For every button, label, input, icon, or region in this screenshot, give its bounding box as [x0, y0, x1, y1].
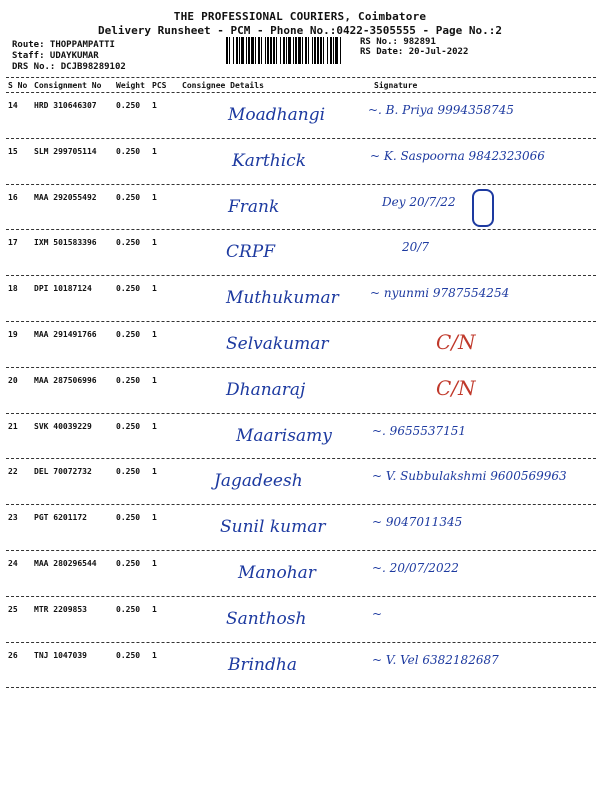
row-consignee-handwritten: CRPF — [226, 242, 276, 263]
row-signature-handwritten: Dey 20/7/22 — [382, 194, 456, 209]
row-weight: 0.250 — [116, 559, 141, 568]
row-pcs: 1 — [152, 559, 157, 568]
row-consignee-handwritten: Moadhangi — [228, 105, 326, 125]
row-pcs: 1 — [152, 146, 157, 156]
row-signature-handwritten: ~ V. Subbulakshmi 9600569963 — [372, 469, 567, 484]
row-sno: 22 — [8, 467, 18, 477]
row-pcs: 1 — [152, 513, 157, 523]
row-weight: 0.250 — [116, 375, 141, 385]
row-consignment-no: MAA 287506996 — [34, 375, 97, 385]
row-weight: 0.250 — [116, 146, 141, 156]
row-divider — [6, 229, 596, 230]
row-sno: 17 — [8, 238, 18, 248]
row-divider — [6, 596, 596, 597]
row-sno: 20 — [8, 375, 18, 385]
row-consignee-handwritten: Frank — [228, 196, 280, 217]
row-sno: 18 — [8, 284, 18, 294]
row-divider — [6, 687, 596, 688]
row-sno: 25 — [8, 604, 18, 614]
row-consignment-no: TNJ 1047039 — [34, 650, 87, 660]
column-weight: Weight — [116, 81, 145, 90]
row-consignee-handwritten: Muthukumar — [226, 288, 339, 309]
row-weight: 0.250 — [116, 650, 141, 660]
row-consignment-no: MAA 280296544 — [34, 559, 97, 568]
row-consignee-handwritten: Dhanaraj — [226, 379, 306, 400]
drs-number: DRS No.: DCJB98289102 — [12, 62, 126, 72]
row-consignment-no: MTR 2209853 — [34, 604, 87, 614]
rs-date: RS Date: 20-Jul-2022 — [360, 47, 469, 57]
row-divider — [6, 458, 596, 459]
row-sno: 23 — [8, 513, 18, 523]
rs-number: RS No.: 982891 — [360, 37, 436, 47]
row-weight: 0.250 — [116, 101, 141, 110]
row-weight: 0.250 — [116, 604, 141, 614]
row-pcs: 1 — [152, 604, 157, 614]
row-divider — [6, 367, 596, 368]
row-weight: 0.250 — [116, 421, 141, 431]
row-divider — [6, 413, 596, 414]
document-subtitle: Delivery Runsheet - PCM - Phone No.:0422-3505555 - Page No.:2 — [98, 24, 502, 37]
row-consignment-no: DEL 70072732 — [34, 467, 92, 477]
column-sno: S No — [8, 81, 28, 90]
row-weight: 0.250 — [116, 238, 141, 248]
column-signature: Signature — [374, 81, 418, 90]
row-divider — [6, 138, 596, 139]
column-pcs: PCS — [152, 81, 167, 90]
stamp-mark — [472, 189, 494, 227]
row-signature-handwritten: ~ nyunmi 9787554254 — [370, 286, 510, 301]
row-consignment-no: IXM 501583396 — [34, 238, 97, 248]
row-signature-handwritten: ~ K. Saspoorna 9842323066 — [370, 148, 545, 163]
row-consignment-no: MAA 292055492 — [34, 192, 97, 202]
row-consignee-handwritten: Sunil kumar — [220, 517, 326, 538]
row-signature-handwritten: C/N — [436, 330, 476, 354]
row-signature-handwritten: ~. 9655537151 — [372, 423, 467, 438]
staff-label: Staff: UDAYKUMAR — [12, 51, 99, 61]
row-sno: 24 — [8, 559, 18, 568]
row-divider — [6, 504, 596, 505]
row-consignee-handwritten: Santhosh — [226, 608, 307, 629]
row-divider — [6, 275, 596, 276]
row-consignee-handwritten: Manohar — [238, 563, 316, 583]
header-divider — [6, 77, 596, 78]
row-consignment-no: HRD 310646307 — [34, 101, 97, 110]
row-weight: 0.250 — [116, 513, 141, 523]
route-label: Route: THOPPAMPATTI — [12, 40, 115, 50]
barcode-image — [226, 37, 342, 64]
row-pcs: 1 — [152, 192, 157, 202]
row-consignment-no: SLM 299705114 — [34, 146, 97, 156]
row-sno: 19 — [8, 330, 18, 339]
row-consignment-no: SVK 40039229 — [34, 421, 92, 431]
row-sno: 16 — [8, 192, 18, 202]
row-consignment-no: PGT 6201172 — [34, 513, 87, 523]
row-weight: 0.250 — [116, 330, 141, 339]
row-divider — [6, 550, 596, 551]
row-pcs: 1 — [152, 330, 157, 339]
row-consignment-no: MAA 291491766 — [34, 330, 97, 339]
row-sno: 26 — [8, 650, 18, 660]
row-consignee-handwritten: Maarisamy — [236, 425, 332, 446]
row-signature-handwritten: ~ — [372, 606, 383, 621]
column-consignment-no: Consignment No — [34, 81, 102, 90]
document-title: THE PROFESSIONAL COURIERS, Coimbatore — [173, 10, 427, 23]
row-consignee-handwritten: Brindha — [228, 654, 297, 675]
row-pcs: 1 — [152, 467, 157, 477]
row-pcs: 1 — [152, 101, 157, 110]
row-consignment-no: DPI 10187124 — [34, 284, 92, 294]
row-weight: 0.250 — [116, 467, 141, 477]
row-sno: 21 — [8, 421, 18, 431]
row-divider — [6, 321, 596, 322]
column-consignee: Consignee Details — [182, 81, 264, 90]
row-pcs: 1 — [152, 238, 157, 248]
row-signature-handwritten: ~. B. Priya 9994358745 — [368, 103, 514, 117]
row-pcs: 1 — [152, 421, 157, 431]
row-divider — [6, 184, 596, 185]
row-consignee-handwritten: Karthick — [232, 150, 307, 171]
row-consignee-handwritten: Jagadeesh — [214, 471, 303, 492]
row-divider — [6, 642, 596, 643]
row-pcs: 1 — [152, 375, 157, 385]
row-signature-handwritten: 20/7 — [402, 240, 429, 255]
row-consignee-handwritten: Selvakumar — [226, 334, 329, 354]
row-pcs: 1 — [152, 284, 157, 294]
row-signature-handwritten: ~ V. Vel 6382182687 — [372, 652, 499, 667]
row-signature-handwritten: C/N — [436, 375, 476, 400]
row-weight: 0.250 — [116, 284, 141, 294]
row-weight: 0.250 — [116, 192, 141, 202]
row-sno: 14 — [8, 101, 18, 110]
row-signature-handwritten: ~ 9047011345 — [372, 515, 463, 530]
row-signature-handwritten: ~. 20/07/2022 — [372, 561, 459, 575]
row-sno: 15 — [8, 146, 18, 156]
header-divider — [6, 92, 596, 93]
row-pcs: 1 — [152, 650, 157, 660]
